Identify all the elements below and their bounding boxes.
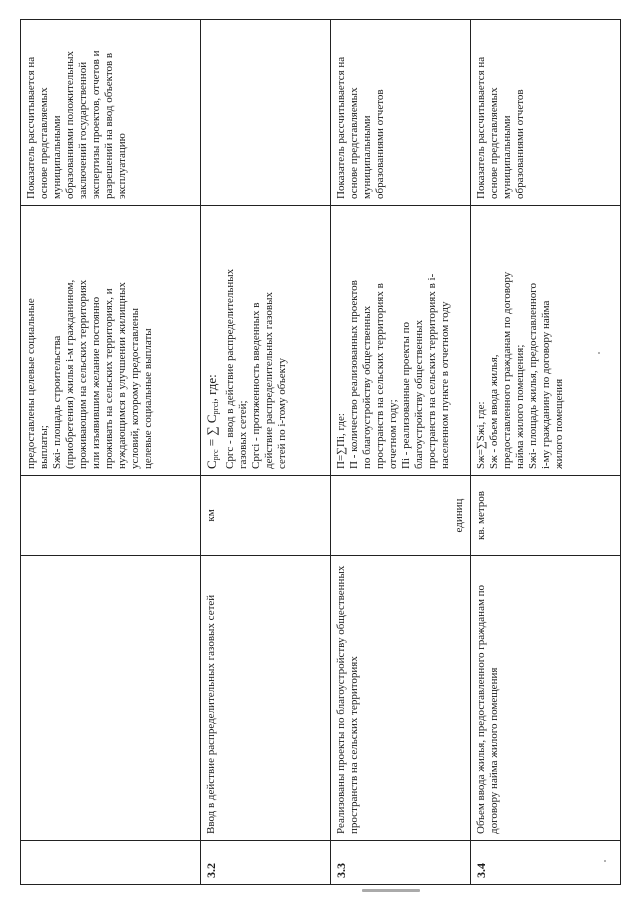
method-line: сетей по i-тому объекту	[276, 358, 288, 469]
rotated-page	[20, 20, 620, 885]
method-line: пространств на сельских территориях в	[374, 283, 386, 469]
table-row	[471, 20, 621, 885]
method-line: или изъявившим желание постоянно	[90, 296, 102, 469]
method-line: газовых сетей;	[237, 400, 249, 469]
method-cell	[201, 206, 331, 476]
method-line: условий, которому предоставлены	[129, 307, 141, 469]
source-line: образованиями отчетов	[374, 89, 386, 199]
indicator-name: Объем ввода жилья, предоставленного гражданам по договору найма жилого помещения	[471, 556, 621, 841]
method-line: благоустройству общественных	[413, 319, 425, 469]
unit-cell: единиц	[331, 476, 471, 556]
page-number-smudge	[362, 889, 420, 892]
row-number	[21, 841, 201, 885]
method-line: Sжi- площадь жилья, предоставленного	[527, 283, 539, 469]
source-cell	[331, 20, 471, 206]
unit-cell: км	[201, 476, 331, 556]
method-line: предоставлены целевые социальные	[25, 298, 37, 469]
method-line: проживать на сельских территориях, и	[103, 288, 115, 469]
method-line: Sж - объем ввода жилья,	[488, 354, 500, 469]
source-line: экспертизы проектов, отчетов и	[90, 50, 102, 199]
source-cell	[471, 20, 621, 206]
source-line: Показатель рассчитывается на	[25, 56, 37, 199]
table-row	[331, 20, 471, 885]
method-line: Сргсi - протяженность введенных в	[250, 302, 262, 469]
scan-speck	[598, 352, 600, 354]
source-line: муниципальными	[51, 115, 63, 199]
method-line: жилого помещения	[553, 378, 565, 469]
row-number: 3.2	[201, 841, 331, 885]
method-cell	[471, 206, 621, 476]
formula: $С_{ргс}$ = ∑ $С_{ргсi}$, где:	[204, 374, 220, 469]
source-line: муниципальными	[501, 115, 513, 199]
source-line: Показатель рассчитывается на	[335, 56, 347, 199]
table-row	[201, 20, 331, 885]
method-line: выплаты;	[38, 425, 50, 469]
source-line: Показатель рассчитывается на	[475, 56, 487, 199]
method-line: Sжi- площадь строительства	[51, 335, 63, 469]
method-line: отчетном году;	[387, 399, 399, 469]
source-line: основе представляемых	[38, 87, 50, 199]
scan-speck	[604, 860, 606, 862]
source-cell	[21, 20, 201, 206]
source-line: эксплуатацию	[116, 133, 128, 199]
indicator-name	[21, 556, 201, 841]
method-line: П=∑Пi, где:	[335, 413, 347, 469]
method-line: пространств на сельских территориях в i-	[426, 273, 438, 469]
method-line: по благоустройству общественных	[361, 305, 373, 469]
method-cell	[21, 206, 201, 476]
method-line: Пi - реализованные проекты по	[400, 322, 412, 469]
method-line: предоставленного гражданам по договору	[501, 271, 513, 469]
source-line: основе представляемых	[488, 87, 500, 199]
source-line: разрешений на ввод объектов в	[103, 52, 115, 199]
indicator-name: Ввод в действие распределительных газовых сетей	[201, 556, 331, 841]
source-line: муниципальными	[361, 115, 373, 199]
unit-cell: кв. метров	[471, 476, 621, 556]
method-line: нуждающимся в улучшении жилищных	[116, 282, 128, 469]
source-line: образованиями отчетов	[514, 89, 526, 199]
method-line: проживающим на сельских территориях	[77, 279, 89, 469]
method-line: (приобретения) жилья i-м гражданином,	[64, 279, 76, 469]
table-row	[21, 20, 201, 885]
method-line: Sж=∑Sжi, где:	[475, 401, 487, 469]
method-line: целевые социальные выплаты	[142, 328, 154, 469]
source-cell	[201, 20, 331, 206]
unit-cell	[21, 476, 201, 556]
method-line: П - количество реализованных проектов	[348, 280, 360, 469]
row-number: 3.3	[331, 841, 471, 885]
source-line: образованиями положительных	[64, 50, 76, 199]
method-line: найма жилого помещения;	[514, 344, 526, 469]
method-line: населенном пункте в отчетном году	[439, 301, 451, 469]
source-line: заключений государственной	[77, 61, 89, 199]
row-number: 3.4	[471, 841, 621, 885]
method-line: действие распределительных газовых	[263, 292, 275, 469]
source-line: основе представляемых	[348, 87, 360, 199]
method-cell	[331, 206, 471, 476]
method-line: Сргс - ввод в действие распределительных	[224, 268, 236, 469]
indicator-name: Реализованы проекты по благоустройству общественных пространств на сельских территориях	[331, 556, 471, 841]
indicator-table	[20, 19, 621, 885]
method-line: i-му гражданину по договору найма	[540, 300, 552, 469]
